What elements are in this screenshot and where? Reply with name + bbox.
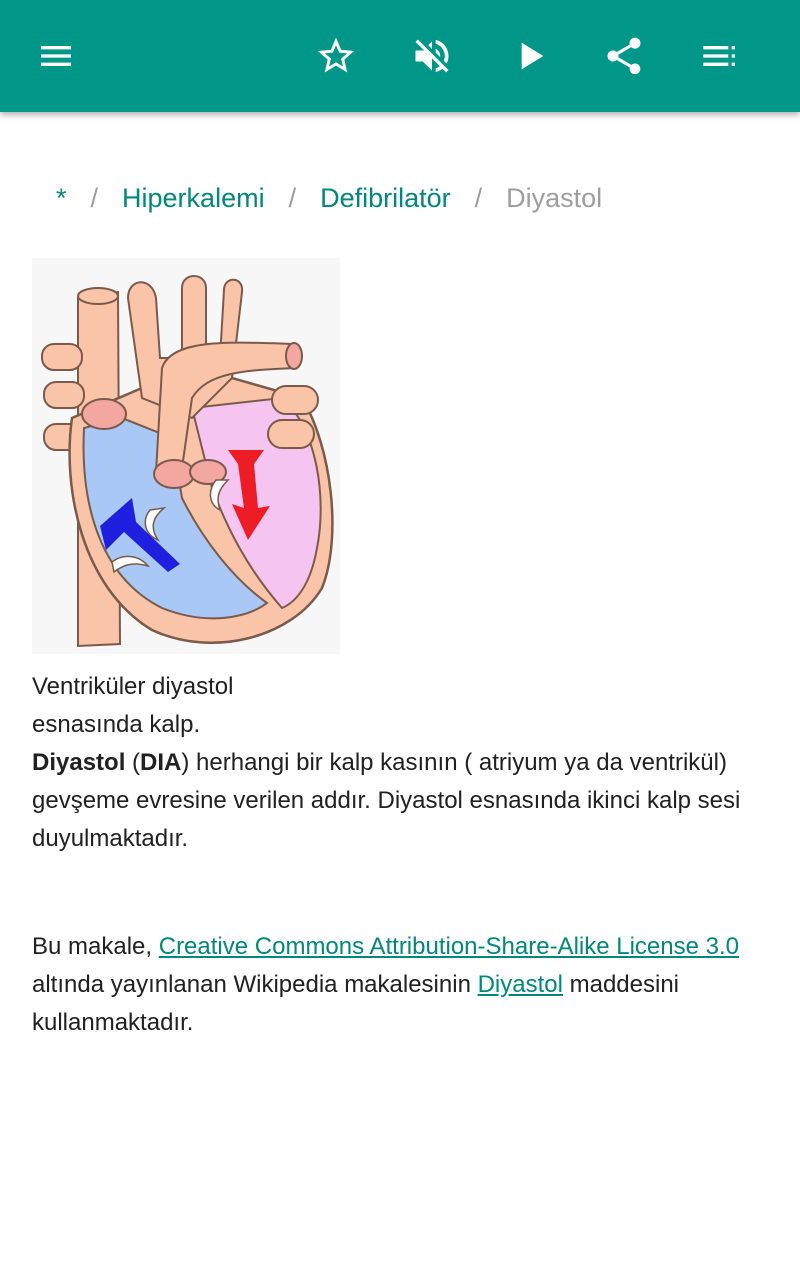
app-toolbar xyxy=(0,0,800,112)
license-prefix: Bu makale, xyxy=(32,933,159,960)
mute-button[interactable] xyxy=(404,28,460,84)
list-icon xyxy=(700,36,740,76)
play-icon xyxy=(510,36,550,76)
toc-button[interactable] xyxy=(692,28,748,84)
article-paragraph xyxy=(32,744,762,858)
share-icon xyxy=(602,34,646,78)
article-abbr: DIA xyxy=(140,749,182,776)
license-suffix: maddesini kullanmaktadır. xyxy=(32,971,680,1036)
caption-line-1: Ventriküler diyastol xyxy=(32,673,234,700)
license-notice xyxy=(32,928,762,1042)
star-outline-icon xyxy=(314,34,358,78)
bookmark-button[interactable] xyxy=(308,28,364,84)
volume-off-icon xyxy=(410,34,454,78)
breadcrumb-defibrilator[interactable]: Defibrilatör xyxy=(320,182,451,213)
image-caption xyxy=(32,668,292,744)
breadcrumb-separator: / xyxy=(474,182,483,213)
breadcrumb-separator: / xyxy=(90,182,99,213)
license-link[interactable]: Creative Commons Attribution-Share-Alike License 3.0 xyxy=(158,933,739,960)
play-button[interactable] xyxy=(502,28,558,84)
breadcrumb xyxy=(32,176,602,220)
license-middle: altında yayınlanan Wikipedia makalesinin xyxy=(32,971,478,998)
article-body: ) herhangi bir kalp kasının ( atriyum ya da ventrikül) gevşeme evresine verilen addır. Diyastol esnasında ikinci kalp sesi duyulmaktadır. xyxy=(32,749,741,852)
article-open-paren: ( xyxy=(125,749,141,776)
wikipedia-article-link[interactable]: Diyastol xyxy=(477,971,563,998)
share-button[interactable] xyxy=(596,28,652,84)
menu-icon xyxy=(36,36,76,76)
menu-button[interactable] xyxy=(28,28,84,84)
breadcrumb-separator: / xyxy=(288,182,297,213)
breadcrumb-home[interactable]: * xyxy=(56,182,67,213)
breadcrumb-current: Diyastol xyxy=(506,182,603,213)
article-term: Diyastol xyxy=(32,749,126,776)
breadcrumb-hiperkalemi[interactable]: Hiperkalemi xyxy=(122,182,265,213)
heart-diastole-image[interactable] xyxy=(32,258,340,654)
caption-line-2: esnasında kalp. xyxy=(32,711,201,738)
